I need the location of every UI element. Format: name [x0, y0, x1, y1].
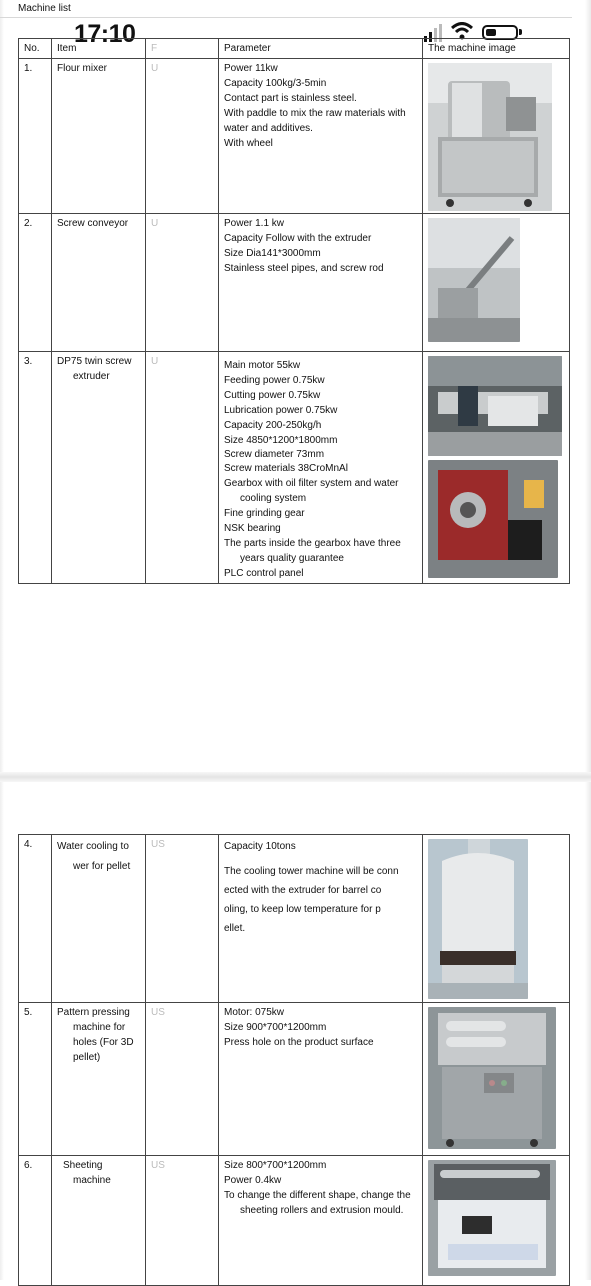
row-item: [52, 1156, 146, 1286]
table-header-row: [19, 39, 570, 59]
row-no: 3.: [19, 352, 52, 584]
row-parameters: [219, 835, 423, 1003]
row-parameters: [219, 59, 423, 214]
param-line: Power 1.1 kw: [224, 218, 285, 229]
param-line: Gearbox with oil filter system and water: [224, 478, 399, 489]
row-image-cell: [423, 1003, 570, 1156]
machine-table-page2: [18, 834, 570, 1286]
item-line: machine for: [73, 1022, 126, 1033]
cooling-tower-photo: [428, 839, 528, 999]
row-unit: U: [146, 59, 219, 214]
header-item: Item: [52, 39, 146, 59]
header-image: The machine image: [423, 39, 570, 59]
param-line: Size 900*700*1200mm: [224, 1022, 327, 1033]
param-line: Motor: 075kw: [224, 1007, 285, 1018]
param-line: Press hole on the product surface: [224, 1037, 374, 1048]
screw-conveyor-photo: [428, 218, 520, 342]
status-time: 17:10: [74, 20, 136, 48]
document-title: Machine list: [18, 3, 71, 14]
item-line: pellet): [73, 1052, 101, 1063]
page-edge-left: [0, 0, 4, 1280]
row-image-cell: [423, 59, 570, 214]
param-line: Capacity 10tons: [224, 841, 296, 852]
table-row: [19, 59, 570, 214]
param-line: Screw diameter 73mm: [224, 449, 325, 460]
item-line: wer for pellet: [73, 861, 131, 872]
item-line: DP75 twin screw: [57, 356, 132, 367]
row-no: 6.: [19, 1156, 52, 1286]
row-no: 5.: [19, 1003, 52, 1156]
gearbox-photo: [428, 460, 558, 578]
param-line: PLC control panel: [224, 568, 304, 579]
row-unit: U: [146, 214, 219, 352]
param-line: Size 4850*1200*1800mm: [224, 435, 338, 446]
table-row: [19, 1156, 570, 1286]
sheeting-machine-photo: [428, 1160, 556, 1276]
header-parameter: Parameter: [219, 39, 423, 59]
param-line: The cooling tower machine will be conn: [224, 866, 399, 877]
param-line: NSK bearing: [224, 523, 281, 534]
param-line: Capacity Follow with the extruder: [224, 233, 372, 244]
param-line: ected with the extruder for barrel co: [224, 885, 382, 896]
param-line: sheeting rollers and extrusion mould.: [240, 1205, 404, 1216]
header-unit: F: [146, 39, 219, 59]
row-item: [52, 1003, 146, 1156]
param-line: cooling system: [240, 493, 307, 504]
param-line: With wheel: [224, 138, 273, 149]
row-item: Screw conveyor: [52, 214, 146, 352]
param-line: With paddle to mix the raw materials with water and additives.: [224, 108, 406, 134]
machine-table-page1: [18, 38, 570, 584]
row-unit: US: [146, 1003, 219, 1156]
header-no: No.: [19, 39, 52, 59]
item-line: machine: [73, 1175, 111, 1186]
flour-mixer-photo: [428, 63, 552, 211]
battery-cap: [519, 29, 522, 35]
param-line: oling, to keep low temperature for p: [224, 904, 381, 915]
item-line: holes (For 3D: [73, 1037, 134, 1048]
param-line: Cutting power 0.75kw: [224, 390, 321, 401]
extruder-line-photo: [428, 356, 562, 456]
row-image-cell: [423, 1156, 570, 1286]
param-line: Fine grinding gear: [224, 508, 305, 519]
param-line: Contact part is stainless steel.: [224, 93, 357, 104]
table-row: [19, 1003, 570, 1156]
item-line: Pattern pressing: [57, 1007, 130, 1018]
row-parameters: [219, 1003, 423, 1156]
page-separator: [0, 772, 591, 782]
param-line: ellet.: [224, 923, 246, 934]
row-unit: US: [146, 835, 219, 1003]
page-edge-right: [585, 0, 591, 1280]
param-line: Power 0.4kw: [224, 1175, 282, 1186]
pattern-press-photo: [428, 1007, 556, 1149]
row-image-cell: [423, 214, 570, 352]
row-parameters: [219, 1156, 423, 1286]
table-row: [19, 214, 570, 352]
param-line: Power 11kw: [224, 63, 278, 74]
param-line: Capacity 100kg/3-5min: [224, 78, 327, 89]
param-line: Screw materials 38CroMnAl: [224, 463, 348, 474]
param-line: The parts inside the gearbox have three: [224, 538, 401, 549]
row-parameters: [219, 352, 423, 584]
param-line: Lubrication power 0.75kw: [224, 405, 338, 416]
table-row: [19, 352, 570, 584]
param-line: Size 800*700*1200mm: [224, 1160, 327, 1171]
row-image-cell: [423, 352, 570, 584]
param-line: To change the different shape, change the: [224, 1190, 411, 1201]
row-unit: US: [146, 1156, 219, 1286]
row-item: [52, 835, 146, 1003]
row-no: 4.: [19, 835, 52, 1003]
item-line: Sheeting: [63, 1160, 103, 1171]
item-line: Water cooling to: [57, 841, 129, 852]
header-divider: [0, 17, 572, 18]
param-line: Capacity 200-250kg/h: [224, 420, 322, 431]
param-line: Main motor 55kw: [224, 360, 301, 371]
row-image-cell: [423, 835, 570, 1003]
table-row: [19, 835, 570, 1003]
row-no: 2.: [19, 214, 52, 352]
param-line: years quality guarantee: [240, 553, 344, 564]
row-no: 1.: [19, 59, 52, 214]
item-line: extruder: [73, 371, 110, 382]
row-parameters: [219, 214, 423, 352]
row-item: Flour mixer: [52, 59, 146, 214]
param-line: Feeding power 0.75kw: [224, 375, 325, 386]
row-item: [52, 352, 146, 584]
param-line: Size Dia141*3000mm: [224, 248, 321, 259]
param-line: Stainless steel pipes, and screw rod: [224, 263, 384, 274]
row-unit: U: [146, 352, 219, 584]
